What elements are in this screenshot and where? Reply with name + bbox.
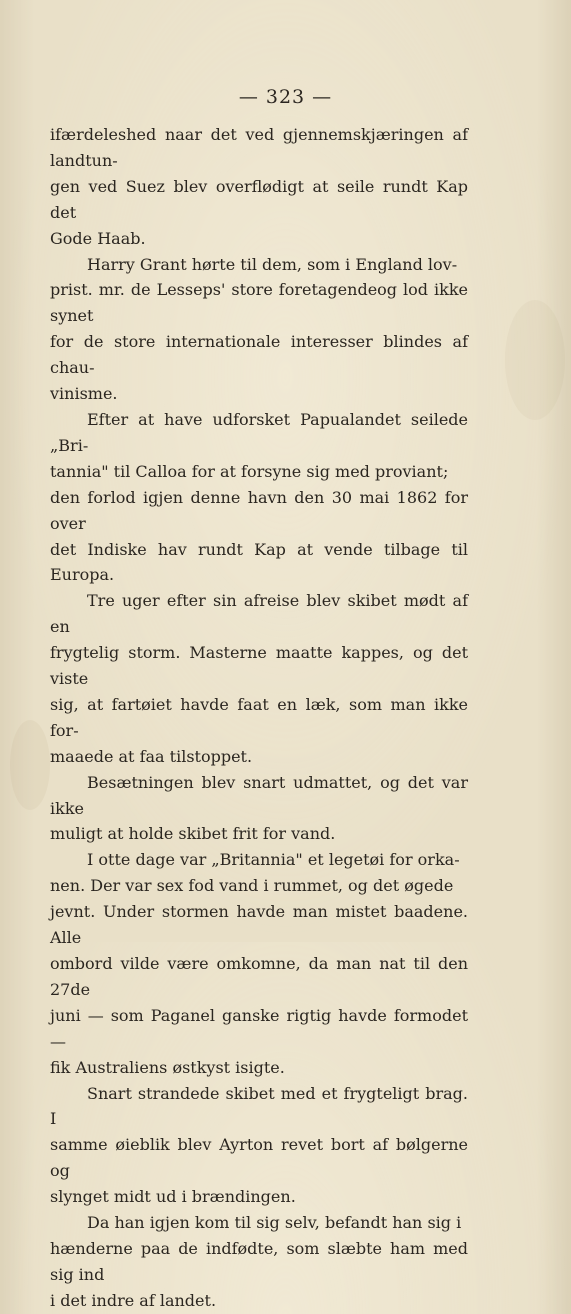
paragraph: Snart strandede skibet med et frygteligt brag. I samme øieblik blev Ayrton revet bort af bølgerne og slynget midt ud i brændingen. <box>50 1083 468 1207</box>
paragraph: Harry Grant hørte til dem, som i England lov- prist. mr. de Lesseps' store foretagendeog lod ikke synet for de store internationale interesser blindes af chau- vinisme. <box>50 254 468 404</box>
paragraph: I otte dage var „Britannia" et legetøi for orka- nen. Der var sex fod vand i rummet, og det øgede jevnt. Under stormen havde man mistet baadene. Alle ombord vilde være omkomne, da man nat til den 27de juni — som Paganel ganske rigtig havde formodet — fik Australiens østkyst isigte. <box>50 850 468 1077</box>
body-text <box>50 122 468 1314</box>
page-number: — 323 — <box>238 86 333 108</box>
paper-stain <box>10 720 50 810</box>
paper-stain <box>505 300 565 420</box>
paragraph: ifærdeleshed naar det ved gjennemskjæringen af landtun- gen ved Suez blev overflødigt at seile rundt Kap det Gode Haab. <box>50 125 468 248</box>
paragraph: Tre uger efter sin afreise blev skibet mødt af en frygtelig storm. Masterne maatte kappes, og det viste sig, at fartøiet havde faat en læk, som man ikke for- maaede at faa tilstoppet. <box>50 591 468 766</box>
paragraph: Efter at have udforsket Papualandet seilede „Bri- tannia" til Calloa for at forsyne sig med proviant; den forlod igjen denne havn den 30 mai 1862 for over det Indiske hav rundt Kap at vende tilbage til Europa. <box>50 409 468 585</box>
paragraph: Besætningen blev snart udmattet, og det var ikke muligt at holde skibet frit for vand. <box>50 772 468 844</box>
paragraph: Da han igjen kom til sig selv, befandt han sig i hænderne paa de indfødte, som slæbte ham med sig ind i det indre af landet. <box>50 1213 468 1310</box>
